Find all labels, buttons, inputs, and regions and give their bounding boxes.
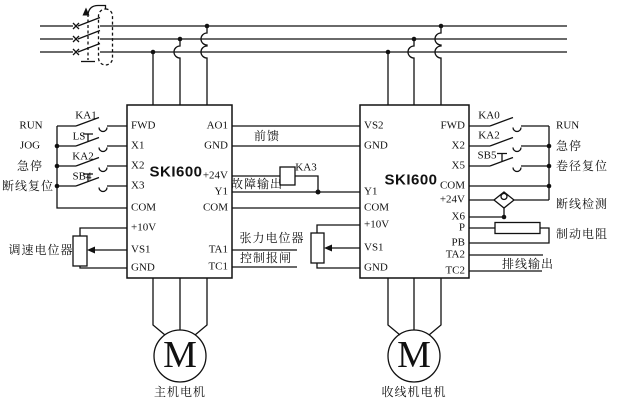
d2-term-pb: PB [451, 236, 465, 249]
d2-term-vs2: VS2 [364, 119, 384, 132]
drive1-input-circuit [57, 118, 127, 209]
d2-term-10v: +10V [364, 218, 390, 231]
power-lines [40, 26, 567, 52]
switch-sb4-label: SB4 [72, 170, 92, 183]
d1-term-x3: X3 [131, 179, 145, 192]
label-estop-2: 急停 [556, 139, 583, 153]
d2-term-gnd2: GND [364, 261, 388, 274]
d1-term-ao1: AO1 [206, 119, 228, 132]
d2-term-com2: COM [439, 179, 465, 192]
speed-pot-icon [73, 228, 127, 268]
d1-term-tc1: TC1 [208, 260, 228, 273]
motor2-label: 收线机电机 [381, 385, 447, 399]
d2-term-com: COM [364, 201, 390, 214]
d1-term-y1: Y1 [214, 185, 228, 198]
d1-term-gnd2: GND [204, 139, 228, 152]
label-ka3: KA3 [295, 161, 317, 174]
d1-term-x2: X2 [131, 159, 145, 172]
d2-term-tc2: TC2 [445, 264, 465, 277]
label-wire-break-detect: 断线检测 [556, 197, 609, 211]
d1-term-gnd: GND [131, 261, 155, 274]
label-fault-output: 故障输出 [230, 177, 284, 191]
d1-term-ta1: TA1 [208, 243, 228, 256]
label-jog: JOG [19, 139, 41, 152]
d1-term-10v: +10V [131, 221, 157, 234]
switch-sb5-label: SB5 [477, 149, 497, 162]
label-tension-pot: 张力电位器 [239, 231, 305, 245]
d1-term-com2: COM [202, 201, 228, 214]
d2-term-gnd: GND [364, 139, 388, 152]
switch-ka2-label: KA2 [72, 150, 94, 163]
drive-interconnect [232, 126, 360, 267]
label-traverse-output: 排线输出 [502, 257, 555, 271]
switch-ka1-label: KA1 [75, 109, 97, 122]
label-estop-1: 急停 [16, 159, 44, 173]
label-feedforward: 前馈 [253, 129, 281, 143]
drive1-name: SKI600 [149, 163, 203, 181]
label-coil-diameter-reset: 卷径复位 [556, 159, 609, 173]
motor1-letter: M [163, 334, 197, 376]
motor1-label: 主机电机 [153, 385, 207, 399]
d2-term-x6: X6 [451, 210, 465, 223]
label-brake-control: 控制报闸 [239, 251, 293, 265]
switch-ka2b-label: KA2 [478, 129, 500, 142]
d1-term-24v: +24V [202, 169, 228, 182]
label-brake-resistor: 制动电阻 [556, 227, 609, 241]
drive2-name: SKI600 [384, 171, 438, 189]
d2-term-x2: X2 [451, 139, 465, 152]
d2-term-x5: X5 [451, 159, 465, 172]
d1-term-fwd: FWD [131, 119, 156, 132]
switch-ls-label: LS [72, 130, 86, 143]
wire-break-sensor-icon [494, 192, 514, 208]
label-wire-break-reset: 断线复位 [1, 179, 55, 193]
d2-term-p: P [458, 221, 465, 234]
junction-dots [55, 24, 552, 220]
d1-term-com: COM [131, 201, 157, 214]
label-run-2: RUN [556, 119, 580, 132]
d1-term-x1: X1 [131, 139, 145, 152]
label-run-1: RUN [19, 119, 43, 132]
d2-term-fwd: FWD [440, 119, 465, 132]
brake-resistor-icon [495, 223, 540, 234]
label-speed-pot: 调速电位器 [8, 243, 74, 257]
motor2-letter: M [397, 334, 431, 376]
d2-term-y1: Y1 [364, 185, 378, 198]
circuit-breaker-icon [73, 6, 113, 66]
switch-ka0-label: KA0 [478, 109, 500, 122]
d2-term-ta2: TA2 [445, 248, 465, 261]
d1-term-vs1: VS1 [131, 243, 151, 256]
tension-pot-icon [311, 225, 360, 268]
d2-term-vs1: VS1 [364, 241, 384, 254]
d2-term-24v: +24V [439, 193, 465, 206]
